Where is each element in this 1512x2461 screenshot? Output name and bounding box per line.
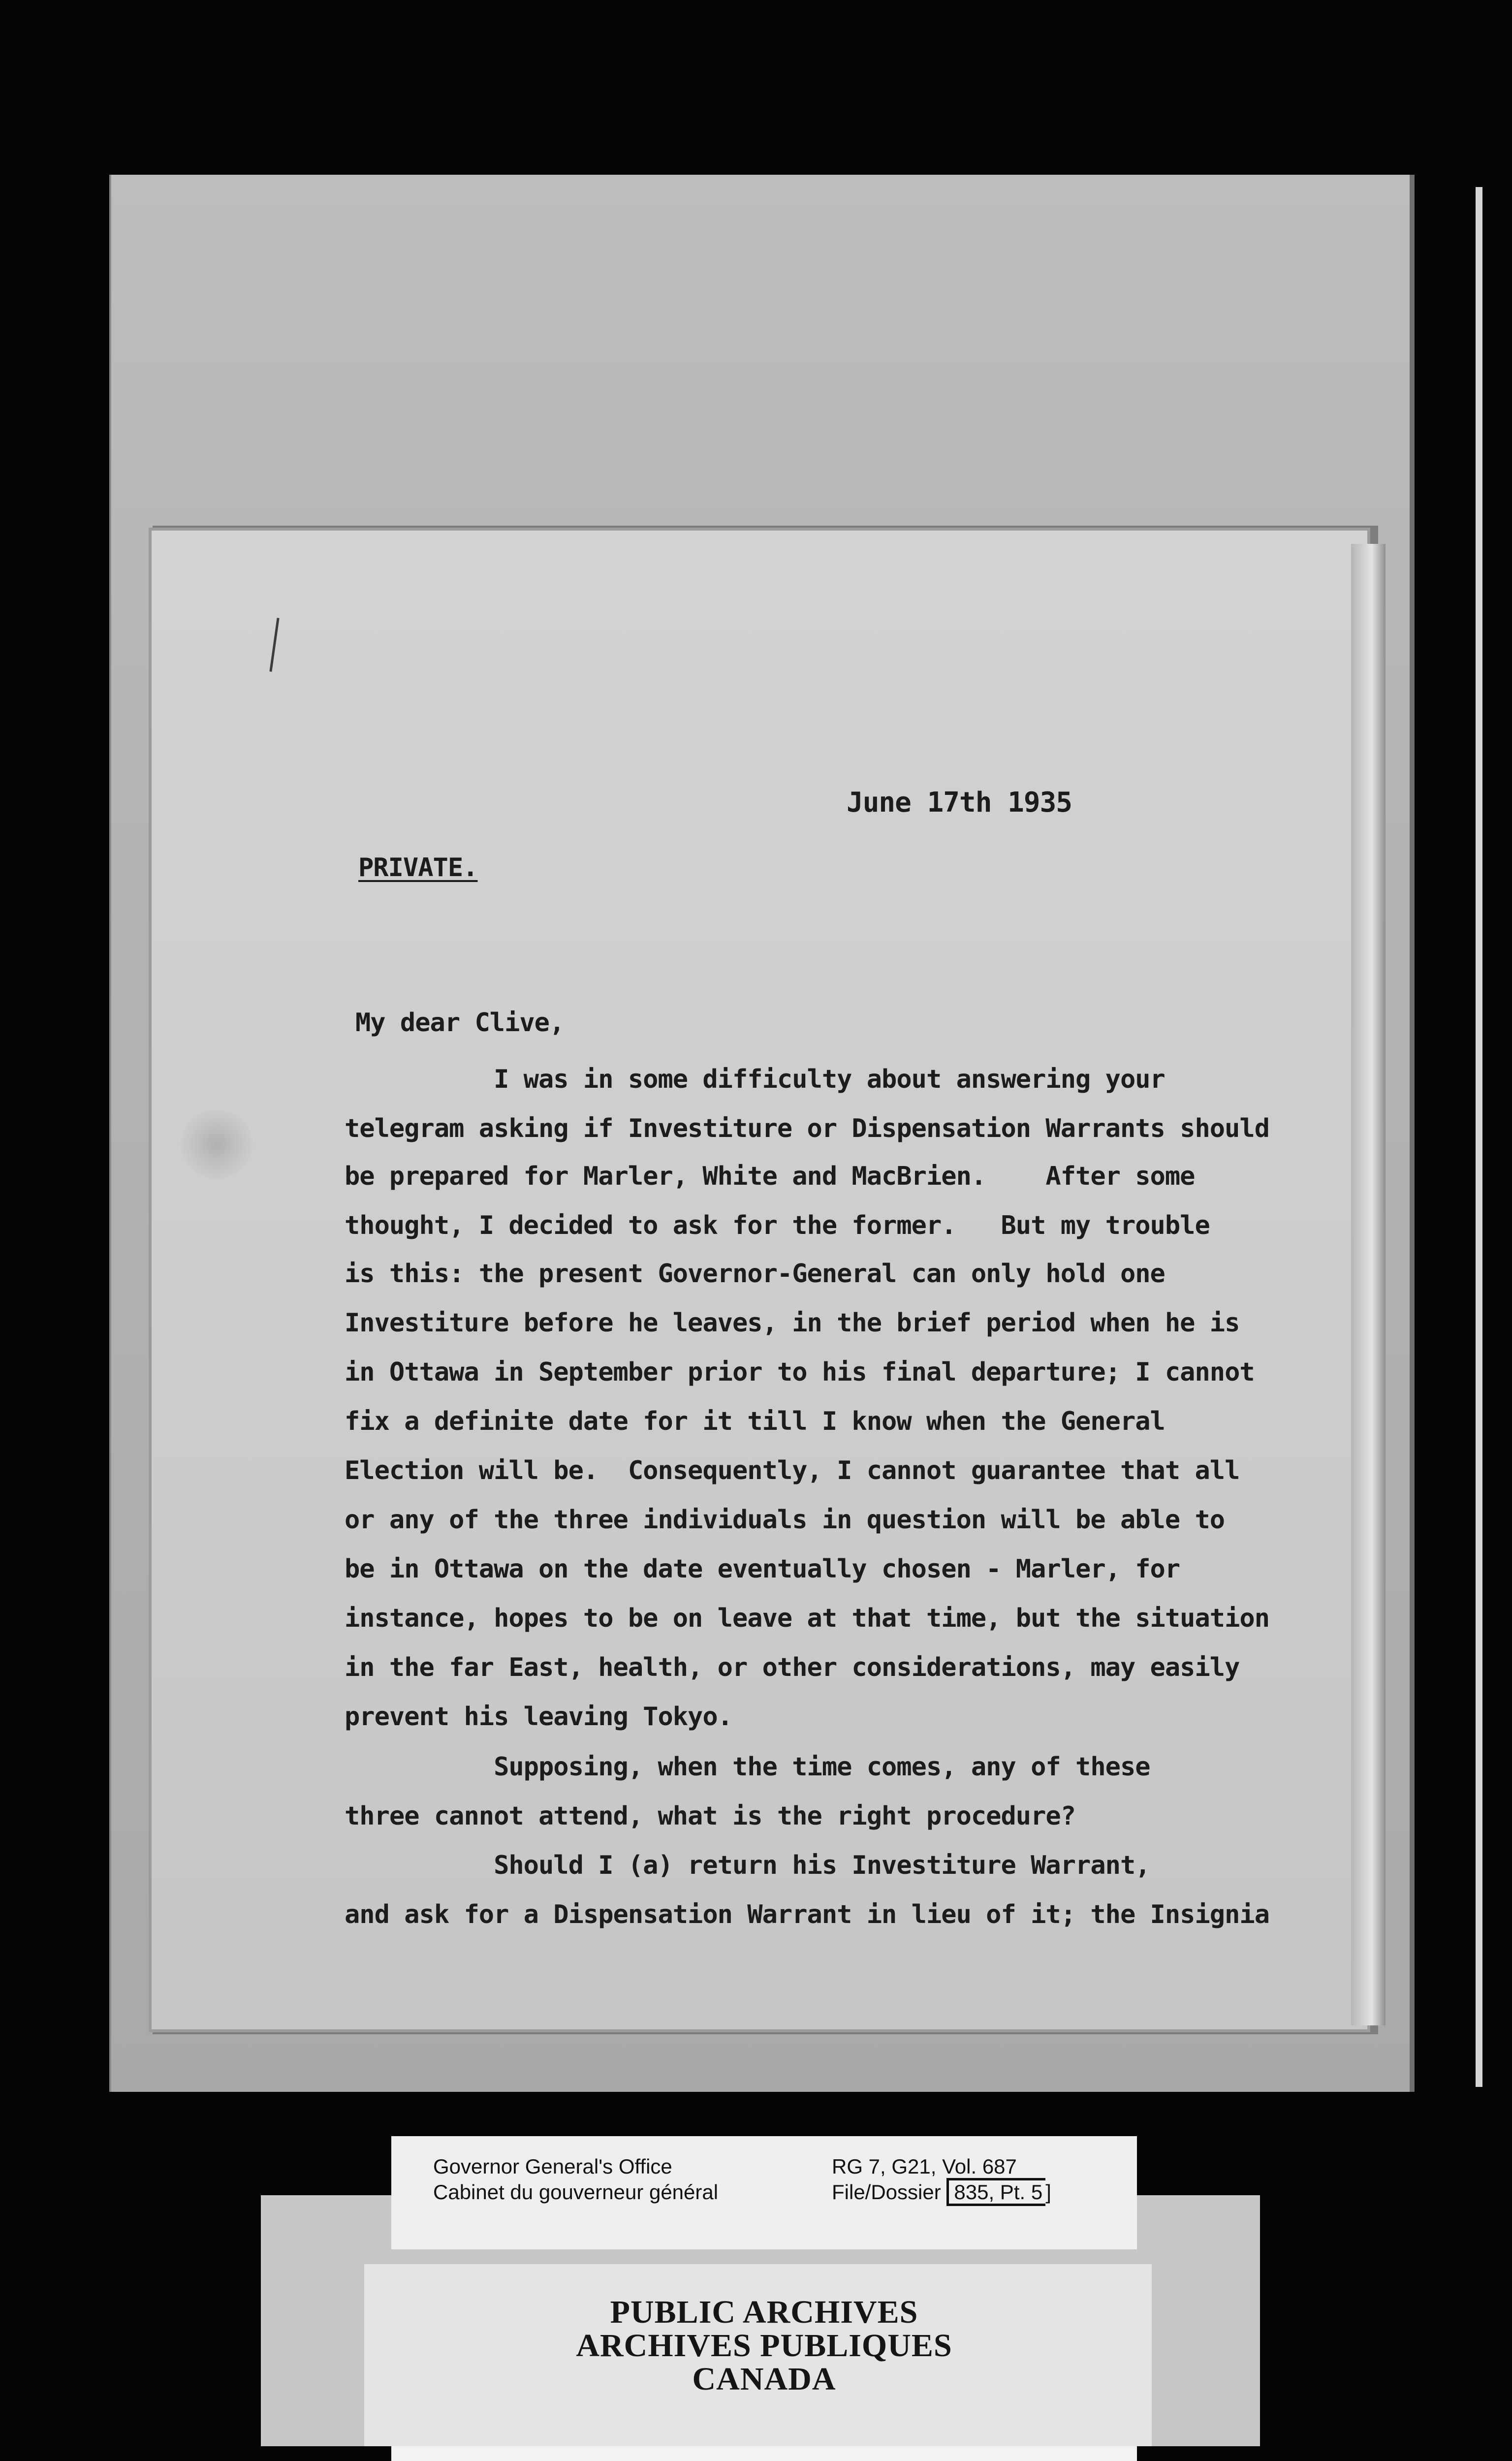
- file-label: File/Dossier: [832, 2180, 941, 2204]
- record-group-reference: RG 7, G21, Vol. 687: [832, 2155, 1017, 2178]
- backing-sheet-edge: [1476, 187, 1482, 2087]
- letter-line: telegram asking if Investiture or Dispensation Warrants should: [345, 1114, 1270, 1143]
- archive-label-strip: [391, 2446, 1137, 2461]
- archive-title-en: PUBLIC ARCHIVES: [610, 2294, 918, 2330]
- file-reference: File/Dossier 835, Pt. 5 ]: [832, 2180, 1051, 2204]
- letter-line: Investiture before he leaves, in the brief period when he is: [345, 1308, 1240, 1338]
- letter-line: or any of the three individuals in question will be able to: [345, 1505, 1225, 1535]
- letter-line: prevent his leaving Tokyo.: [345, 1702, 732, 1732]
- letter-line: in the far East, health, or other considerations, may easily: [345, 1653, 1240, 1682]
- file-number: 835, Pt. 5: [946, 2178, 1045, 2206]
- letter-line: instance, hopes to be on leave at that time, but the situation: [345, 1604, 1270, 1633]
- letter-line: and ask for a Dispensation Warrant in lieu of it; the Insignia: [345, 1900, 1270, 1929]
- letter-line: I was in some difficulty about answering your: [345, 1065, 1165, 1094]
- letter-line: thought, I decided to ask for the former. But my trouble: [345, 1211, 1210, 1240]
- letter-line: three cannot attend, what is the right procedure?: [345, 1801, 1076, 1831]
- archive-title-fr: ARCHIVES PUBLIQUES: [576, 2328, 952, 2364]
- letter-line: is this: the present Governor-General can only hold one: [345, 1259, 1165, 1289]
- letter-heading: PRIVATE.: [358, 853, 478, 883]
- letter-line: Supposing, when the time comes, any of these: [345, 1752, 1150, 1782]
- letter-line: Should I (a) return his Investiture Warrant,: [345, 1851, 1150, 1880]
- archive-title-country: CANADA: [692, 2361, 836, 2397]
- letter-line: be prepared for Marler, White and MacBrien. After some: [345, 1162, 1195, 1191]
- letter-page-edge: [1351, 544, 1386, 2025]
- letter-date: June 17th 1935: [847, 787, 1072, 819]
- letter-line: in Ottawa in September prior to his final departure; I cannot: [345, 1357, 1255, 1387]
- paper-stain: [180, 1110, 253, 1179]
- letter-salutation: My dear Clive,: [355, 1008, 565, 1038]
- office-name-fr: Cabinet du gouverneur général: [433, 2180, 719, 2204]
- letter-line: be in Ottawa on the date eventually chosen - Marler, for: [345, 1554, 1180, 1584]
- letter-line: fix a definite date for it till I know when the General: [345, 1407, 1165, 1436]
- office-name-en: Governor General's Office: [433, 2155, 672, 2178]
- letter-line: Election will be. Consequently, I cannot guarantee that all: [345, 1456, 1240, 1485]
